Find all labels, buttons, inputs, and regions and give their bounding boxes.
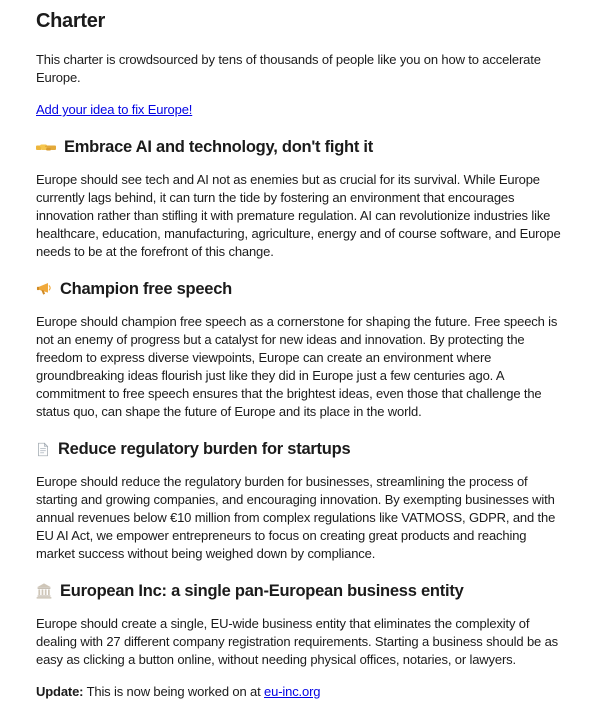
page-title: Charter: [36, 10, 106, 32]
cta-row: [36, 101, 564, 119]
section-heading-embrace-ai: [36, 137, 564, 157]
section-heading-free-speech: [36, 279, 564, 299]
update-text: This is now being worked on at: [86, 684, 261, 699]
section-heading-text: Reduce regulatory burden for startups: [58, 440, 351, 458]
update-row: [36, 683, 564, 701]
section-heading-text: European Inc: a single pan-European business entity: [60, 582, 464, 600]
section-body-regulatory: Europe should reduce the regulatory burden for businesses, streamlining the process of starting and growing companies, and encouraging innovation. By exempting businesses with annual revenues below €10 million from complex regulations like VATMOSS, GDPR, and the EU AI Act, we empower entrepreneurs to focus on creating great products and reaching market success without being weighed down by compliance.: [36, 474, 556, 561]
section-heading-regulatory: [36, 439, 564, 459]
eu-inc-link[interactable]: eu-inc.org: [264, 684, 321, 699]
classical-building-icon: [36, 583, 52, 599]
handshake-icon: [36, 141, 56, 154]
section-heading-text: Champion free speech: [60, 280, 232, 298]
section-body-embrace-ai: Europe should see tech and AI not as enemies but as crucial for its survival. While Europe currently lags behind, it can turn the tide by fostering an environment that encourages innovation rather than stifling it with premature regulation. AI can revolutionize industries like healthcare, education, manufacturing, agriculture, energy and of course software, and Europe needs to be at the forefront of this change.: [36, 172, 561, 259]
add-idea-link[interactable]: Add your idea to fix Europe!: [36, 102, 193, 117]
megaphone-icon: [36, 281, 52, 297]
page-icon: [36, 442, 50, 457]
section-heading-text: Embrace AI and technology, don't fight it: [64, 138, 374, 156]
section-heading-european-inc: [36, 581, 564, 601]
intro-text: This charter is crowdsourced by tens of thousands of people like you on how to accelerate Europe.: [36, 52, 541, 85]
section-body-european-inc: Europe should create a single, EU-wide business entity that eliminates the complexity of dealing with 27 different company registration requirements. Starting a business should be as easy as clicking a button online, without needing physical offices, notaries, or lawyers.: [36, 616, 559, 667]
section-body-free-speech: Europe should champion free speech as a cornerstone for shaping the future. Free speech is not an enemy of progress but a catalyst for new ideas and innovation. By protecting the freedom to express diverse viewpoints, Europe can create an environment where groundbreaking ideas flourish just like they did in Europe just a few centuries ago. A commitment to free speech ensures that the brightest ideas, even those that challenge the status quo, can shape the future of Europe and its place in the world.: [36, 314, 558, 419]
update-label: Update:: [36, 684, 84, 699]
